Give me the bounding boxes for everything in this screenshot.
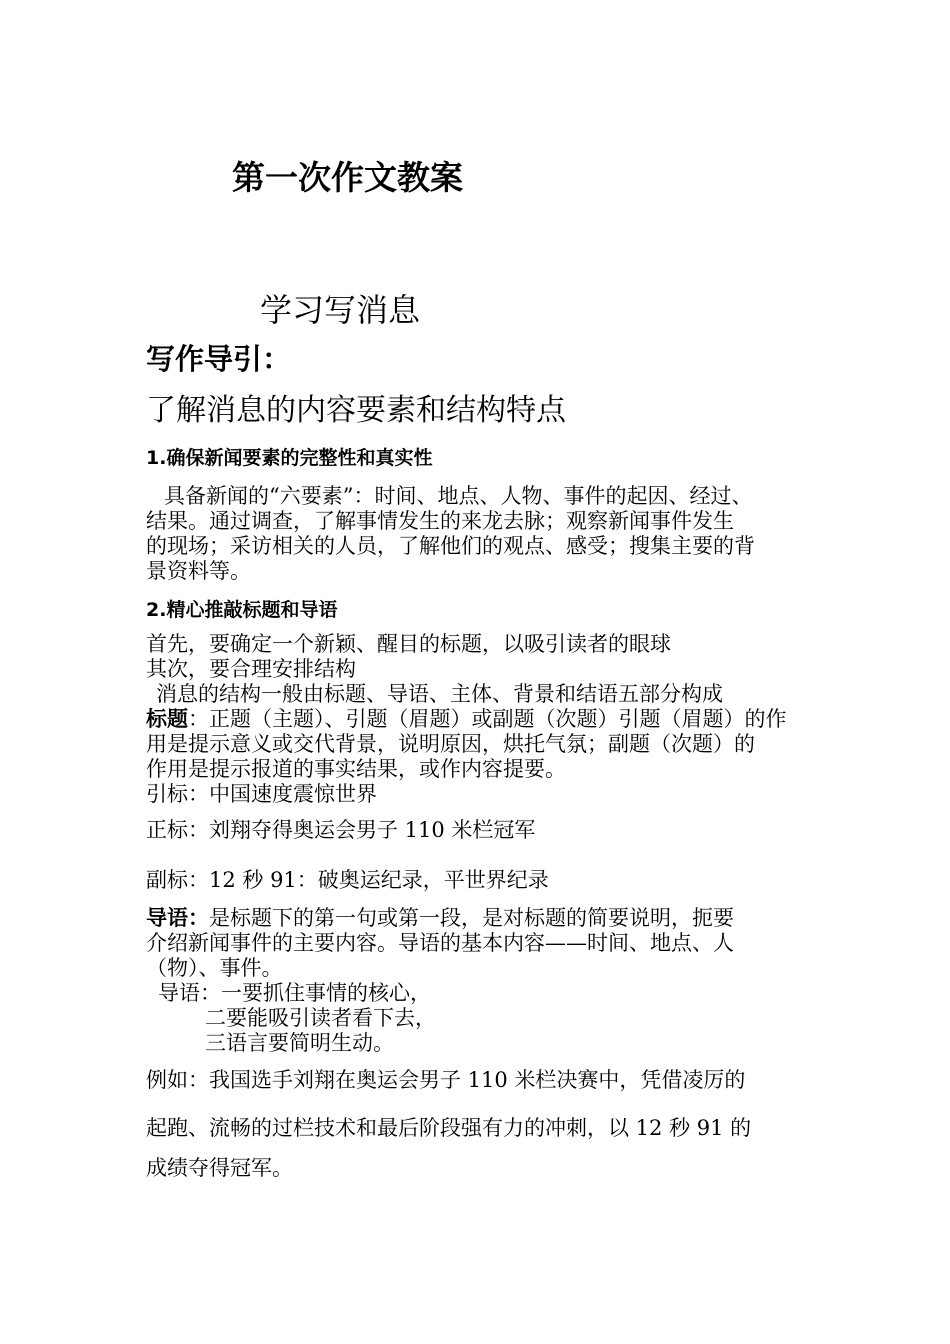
section1-heading: 1.确保新闻要素的完整性和真实性 [146,447,433,469]
section1-line: 的现场；采访相关的人员，了解他们的观点、感受；搜集主要的背 [146,534,755,558]
section2-heading: 2.精心推敲标题和导语 [146,599,338,621]
yin-biao-example: 引标：中国速度震惊世界 [146,782,377,806]
guide-heading: 写作导引： [146,342,292,376]
lead-definition-line: （物）、事件。 [146,956,283,980]
fu-biao-example: 副标：12 秒 91：破奥运纪录，平世界纪录 [146,868,549,892]
example-line: 成绩夺得冠军。 [146,1156,293,1180]
section1-line: 结果。通过调查，了解事情发生的来龙去脉；观察新闻事件发生 [146,509,734,533]
lead-requirement: 导语：一要抓住事情的核心， [158,981,431,1005]
guide-subheading: 了解消息的内容要素和结构特点 [146,393,566,428]
document-subtitle: 学习写消息 [260,291,421,329]
title-definition-line: 用是提示意义或交代背景，说明原因，烘托气氛；副题（次题）的 [146,732,755,756]
section1-line: 景资料等。 [146,559,251,583]
lead-definition-text: 是标题下的第一句或第一段，是对标题的简要说明，扼要 [209,906,734,930]
example-line: 起跑、流畅的过栏技术和最后阶段强有力的冲刺，以 12 秒 91 的 [146,1116,752,1140]
first-step: 首先，要确定一个新颖、醒目的标题，以吸引读者的眼球 [146,632,671,656]
title-definition-line [146,707,787,732]
title-term: 标题 [146,707,188,731]
title-definition-line: 作用是提示报道的事实结果，或作内容提要。 [146,757,566,781]
example-line: 例如：我国选手刘翔在奥运会男子 110 米栏决赛中，凭借凌厉的 [146,1068,746,1092]
lead-term: 导语： [146,906,209,930]
lead-definition-line: 介绍新闻事件的主要内容。导语的基本内容——时间、地点、人 [146,931,734,955]
lead-requirement: 二要能吸引读者看下去， [205,1006,436,1030]
document-title: 第一次作文教案 [232,158,463,197]
section1-line: 具备新闻的“六要素”：时间、地点、人物、事件的起因、经过、 [164,484,753,508]
title-definition-text: ：正题（主题）、引题（眉题）或副题（次题）引题（眉题）的作 [188,707,787,731]
structure-sentence: 消息的结构一般由标题、导语、主体、背景和结语五部分构成 [156,682,723,706]
second-step: 其次，要合理安排结构 [146,657,356,681]
zheng-biao-example: 正标：刘翔夺得奥运会男子 110 米栏冠军 [146,818,536,842]
lead-definition-line [146,906,734,931]
lead-requirement: 三语言要简明生动。 [205,1031,394,1055]
